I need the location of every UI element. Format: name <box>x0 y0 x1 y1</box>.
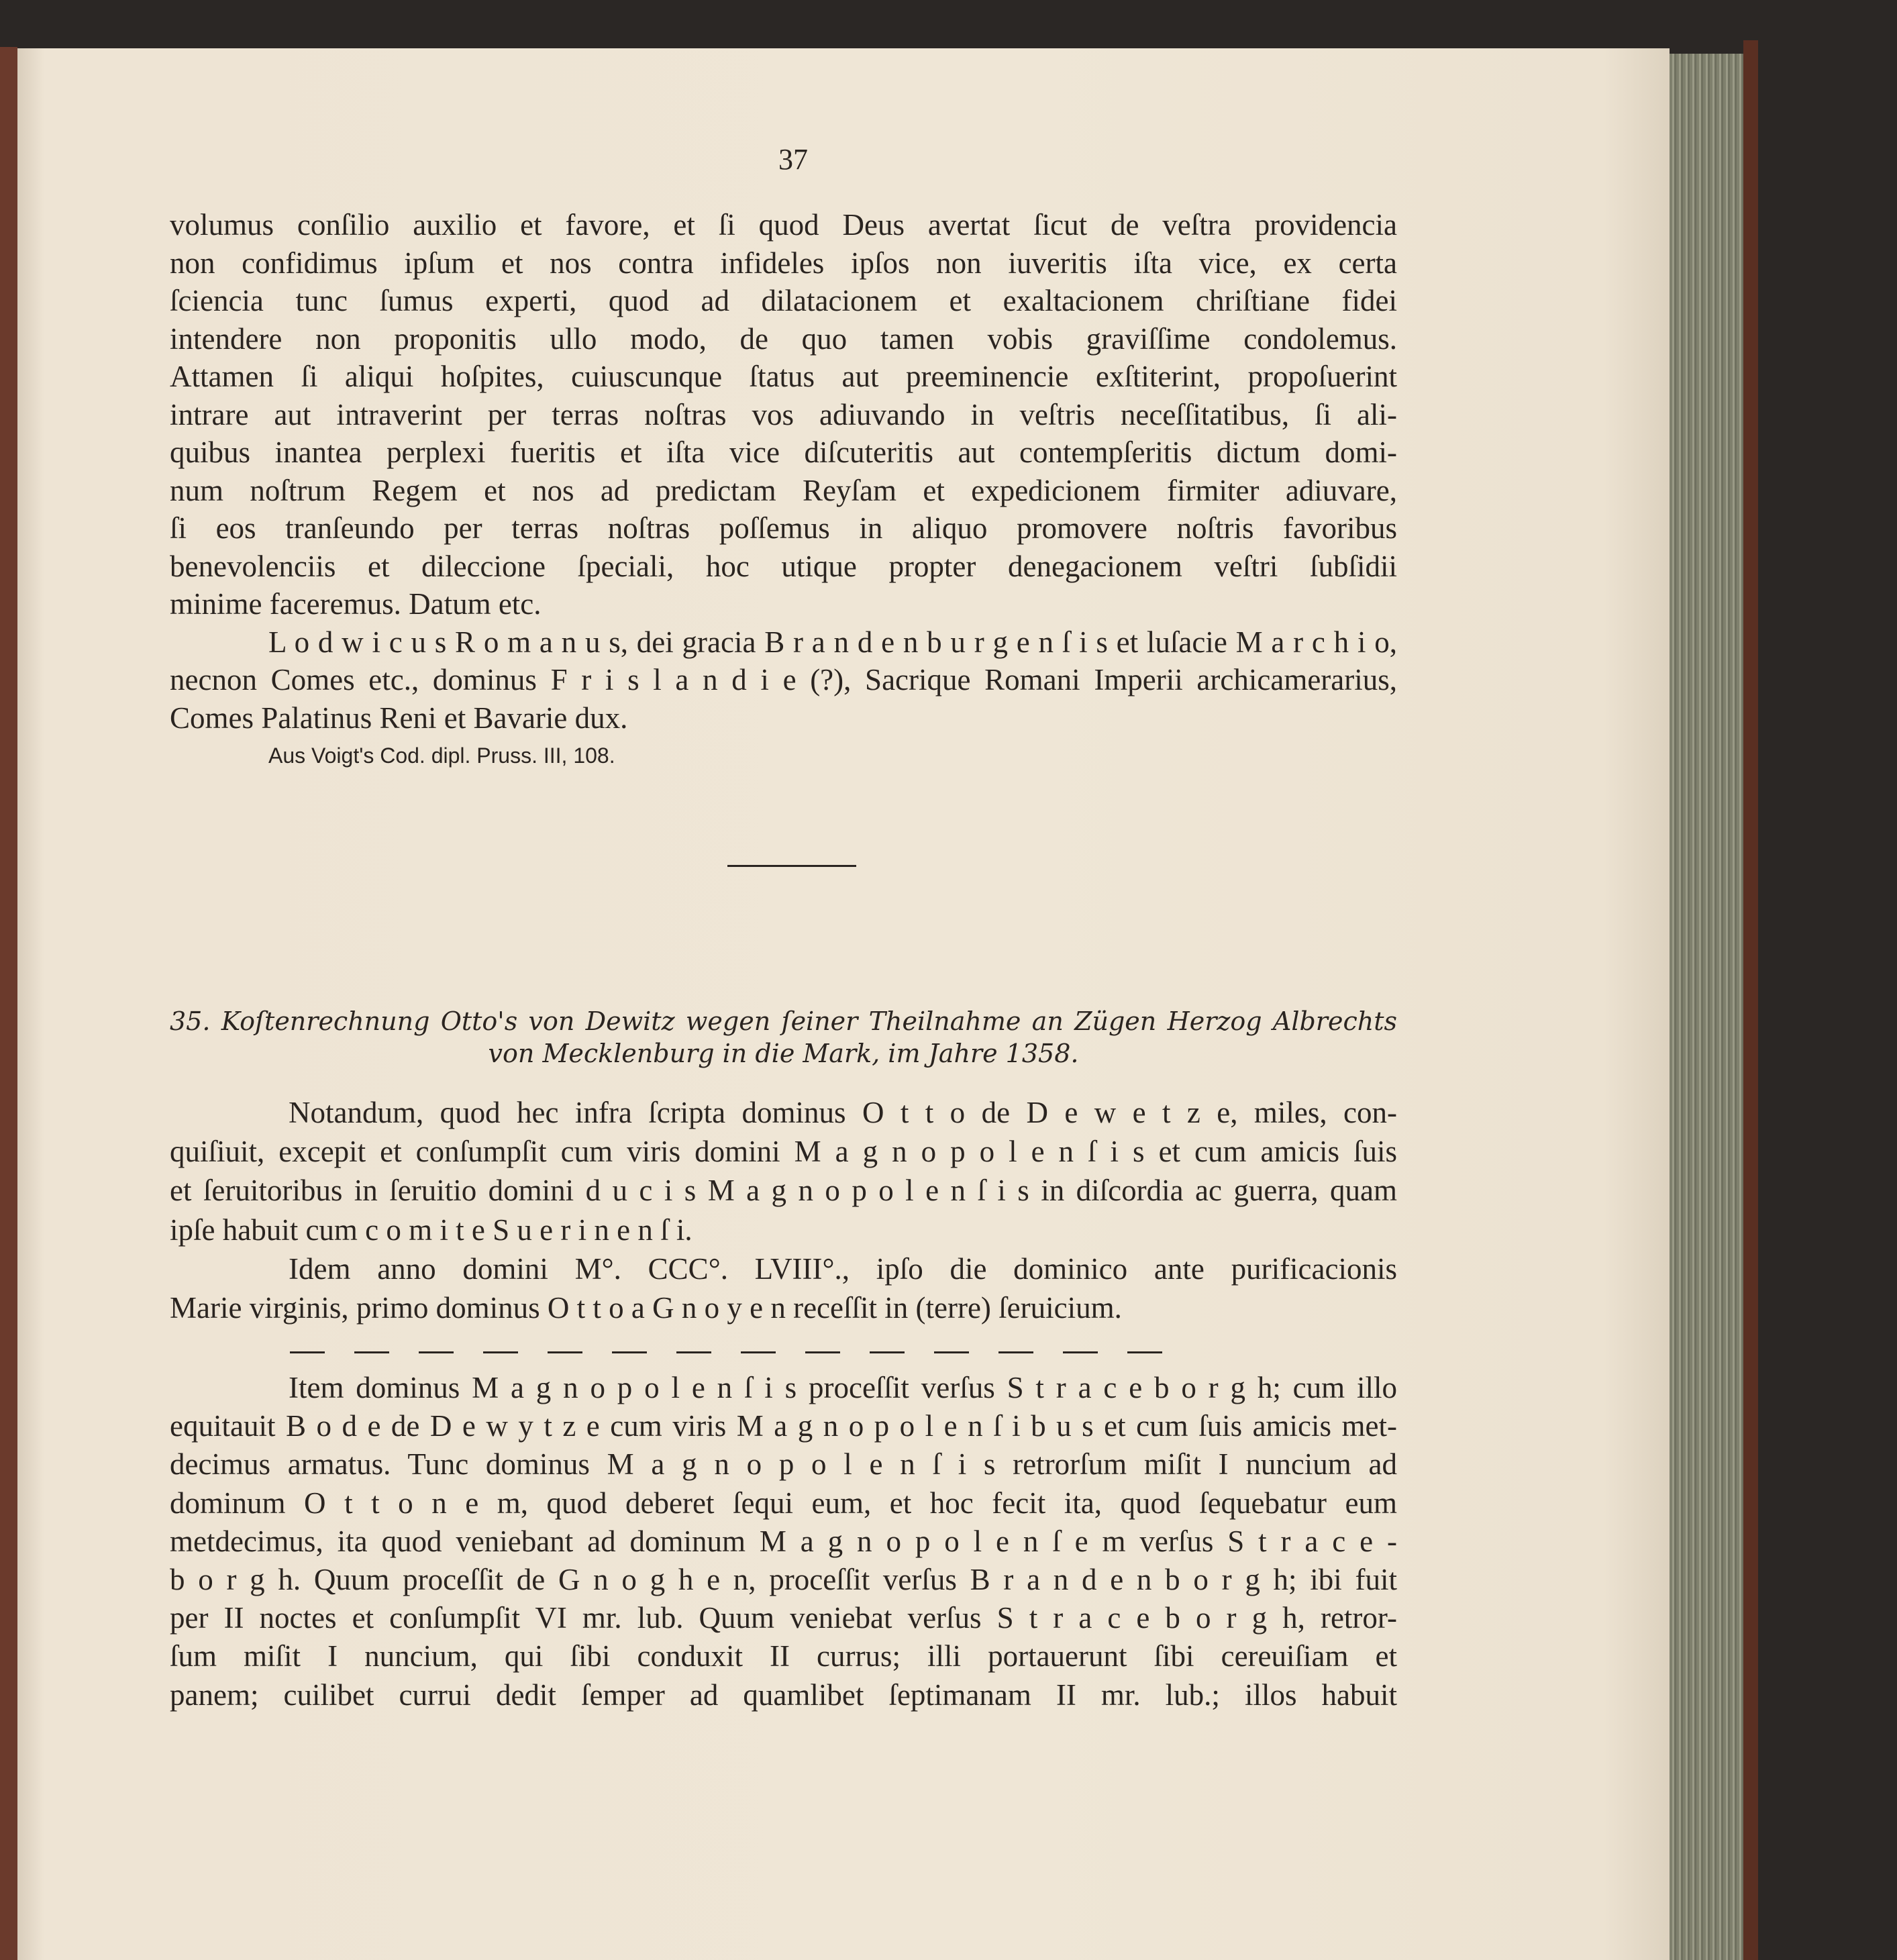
text-line: panem; cuilibet currui dedit ſemper ad quamlibet ſeptimanam II mr. lub.; illos habuit <box>170 1678 1397 1712</box>
dash <box>548 1351 582 1353</box>
right-book-cover <box>1743 40 1758 1960</box>
text-line: et ſeruitoribus in ſeruitio domini d u c i s M a g n o p o l e n ſ i s in diſcordia ac guerra, quam <box>170 1174 1397 1208</box>
text-line: num noſtrum Regem et nos ad predictam Reyſam et expedicionem firmiter adiuvare, <box>170 473 1397 507</box>
text-line: ſciencia tunc ſumus experti, quod ad dilatacionem et exaltacionem chriſtiane fidei <box>170 284 1397 317</box>
text-line: quiſiuit, excepit et conſumpſit cum viris domini M a g n o p o l e n ſ i s et cum amicis ſuis <box>170 1135 1397 1169</box>
text-line: Attamen ſi aliqui hoſpites, cuiuscunque ſtatus aut preeminencie exſtiterint, propoſuerint <box>170 360 1397 393</box>
document-heading-line-2: von Mecklenburg in die Mark, im Jahre 1358. <box>488 1039 1079 1068</box>
dash <box>676 1351 711 1353</box>
text-line: Marie virginis, primo dominus O t t o a G n o y e n receſſit in (terre) ſeruicium. <box>170 1291 1122 1325</box>
text-line: Idem anno domini M°. CCC°. LVIII°., ipſo die dominico ante purificacionis <box>289 1251 1397 1286</box>
dash <box>612 1351 647 1353</box>
dash <box>805 1351 840 1353</box>
dash <box>870 1351 905 1353</box>
text-line: volumus conſilio auxilio et favore, et ſi quod Deus avertat ſicut de veſtra providencia <box>170 208 1397 242</box>
text-line: Item dominus M a g n o p o l e n ſ i s proceſſit verſus S t r a c e b o r g h; cum illo <box>289 1371 1397 1404</box>
text-line: Comes Palatinus Reni et Bavarie dux. <box>170 701 628 735</box>
document-heading-line-1: 35. Koſtenrechnung Otto's von Dewitz wegen ſeiner Theilnahme an Zügen Herzog Albrechts <box>170 1007 1397 1036</box>
dash <box>354 1351 389 1353</box>
text-line: decimus armatus. Tunc dominus M a g n o p o l e n ſ i s retrorſum miſit I nuncium ad <box>170 1447 1397 1482</box>
page-number: 37 <box>778 143 808 176</box>
text-line: intendere non proponitis ullo modo, de quo tamen vobis graviſſime condolemus. <box>170 321 1397 356</box>
section-divider <box>727 865 856 867</box>
dash <box>290 1351 325 1353</box>
text-line: L o d w i c u s R o m a n u s, dei gracia B r a n d e n b u r g e n ſ i s et luſacie M a r c h i o, <box>268 625 1397 659</box>
text-line: Notandum, quod hec infra ſcripta dominus O t t o de D e w e t z e, miles, con- <box>289 1096 1397 1129</box>
text-line: per II noctes et conſumpſit VI mr. lub. Quum veniebat verſus S t r a c e b o r g h, retror- <box>170 1601 1397 1635</box>
text-line: ſi eos tranſeundo per terras noſtras poſſemus in aliquo promovere noſtris favoribus <box>170 511 1397 545</box>
source-note: Aus Voigt's Cod. dipl. Pruss. III, 108. <box>268 743 615 768</box>
dash <box>1063 1351 1098 1353</box>
text-line: metdecimus, ita quod veniebant ad dominum M a g n o p o l e n ſ e m verſus S t r a c e - <box>170 1524 1397 1558</box>
dash <box>741 1351 776 1353</box>
dash <box>483 1351 518 1353</box>
left-book-cover <box>0 47 17 1960</box>
dash <box>934 1351 969 1353</box>
text-line: non confidimus ipſum et nos contra infideles ipſos non iuveritis iſta vice, ex certa <box>170 246 1397 280</box>
text-line: necnon Comes etc., dominus F r i s l a n d i e (?), Sacrique Romani Imperii archicamerarius, <box>170 663 1397 697</box>
text-line: intrare aut intraverint per terras noſtras vos adiuvando in veſtris neceſſitatibus, ſi ali- <box>170 397 1397 431</box>
text-line: quibus inantea perplexi fueritis et iſta vice diſcuteritis aut contempſeritis dictum domi- <box>170 435 1397 469</box>
omission-dashes <box>290 1351 1162 1353</box>
page-edges <box>1670 54 1743 1960</box>
text-line: minime faceremus. Datum etc. <box>170 587 542 621</box>
text-line: ipſe habuit cum c o m i t e S u e r i n e n ſ i. <box>170 1213 693 1247</box>
dash <box>419 1351 454 1353</box>
text-line: benevolenciis et dileccione ſpeciali, hoc utique propter denegacionem veſtri ſubſidii <box>170 549 1397 583</box>
text-line: ſum miſit I nuncium, qui ſibi conduxit II currus; illi portauerunt ſibi cereuiſiam et <box>170 1639 1397 1673</box>
text-line: b o r g h. Quum proceſſit de G n o g h e n, proceſſit verſus B r a n d e n b o r g h; ibi fuit <box>170 1563 1397 1596</box>
dash <box>998 1351 1033 1353</box>
dash <box>1127 1351 1162 1353</box>
text-line: equitauit B o d e de D e w y t z e cum viris M a g n o p o l e n ſ i b u s et cum ſuis amicis met- <box>170 1409 1397 1443</box>
text-line: dominum O t t o n e m, quod deberet ſequi eum, et hoc fecit ita, quod ſequebatur eum <box>170 1486 1397 1520</box>
